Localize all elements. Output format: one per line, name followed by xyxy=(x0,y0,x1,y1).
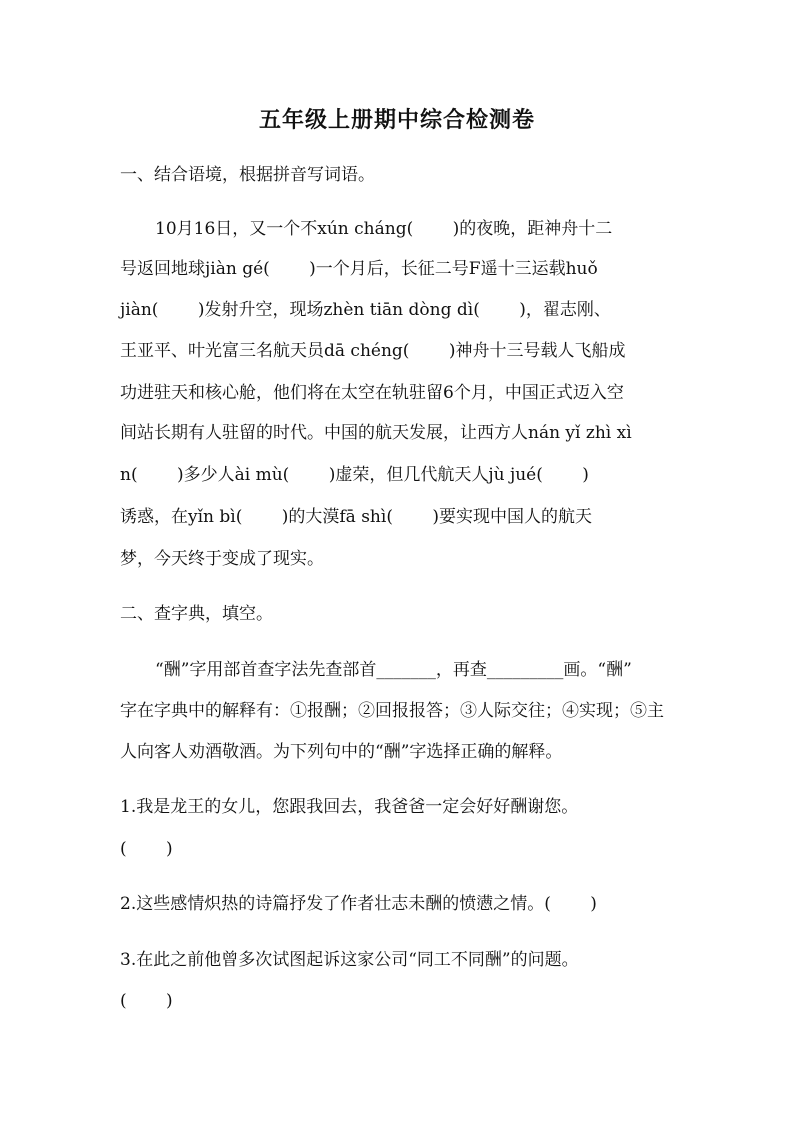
question-1-answer: ( ) xyxy=(120,839,173,859)
page-title: 五年级上册期中综合检测卷 xyxy=(258,107,535,133)
section1-line-7: n( )多少人ài mù( )虚荣，但几代航天人jù jué( ) xyxy=(120,465,589,485)
section1-line-4: 王亚平、叶光富三名航天员dā chéng( )神舟十三号载人飞船成 xyxy=(120,341,626,361)
section2-heading: 二、查字典，填空。 xyxy=(120,604,273,624)
section1-line-2: 号返回地球jiàn gé( )一个月后，长征二号F遥十三运载huǒ xyxy=(120,259,598,279)
question-2: 2.这些感情炽热的诗篇抒发了作者壮志未酬的愤懑之情。( ) xyxy=(120,894,597,914)
section1-line-9: 梦，今天终于变成了现实。 xyxy=(120,549,324,569)
section2-line-1: “酬”字用部首查字法先查部首_______，再查_________画。“酬” xyxy=(155,660,632,680)
section1-heading: 一、结合语境，根据拼音写词语。 xyxy=(120,165,375,185)
section2-line-2: 字在字典中的解释有：①报酬；②回报报答；③人际交往；④实现；⑤主 xyxy=(120,701,664,721)
section2-line-3: 人向客人劝酒敬酒。为下列句中的“酬”字选择正确的解释。 xyxy=(120,742,563,762)
section1-line-3: jiàn( )发射升空，现场zhèn tiān dòng dì( )，翟志刚、 xyxy=(120,300,611,320)
section1-line-1: 10月16日，又一个不xún cháng( )的夜晚，距神舟十二 xyxy=(155,219,613,239)
section1-line-5: 功进驻天和核心舱，他们将在太空在轨驻留6个月，中国正式迈入空 xyxy=(120,383,624,403)
question-3-answer: ( ) xyxy=(120,991,173,1011)
question-3: 3.在此之前他曾多次试图起诉这家公司“同工不同酬”的问题。 xyxy=(120,950,579,970)
section1-line-8: 诱惑，在yǐn bì( )的大漠fā shì( )要实现中国人的航天 xyxy=(120,507,592,527)
section1-line-6: 间站长期有人驻留的时代。中国的航天发展，让西方人nán yǐ zhì xì xyxy=(120,423,632,443)
question-1: 1.我是龙王的女儿，您跟我回去，我爸爸一定会好好酬谢您。 xyxy=(120,797,579,817)
